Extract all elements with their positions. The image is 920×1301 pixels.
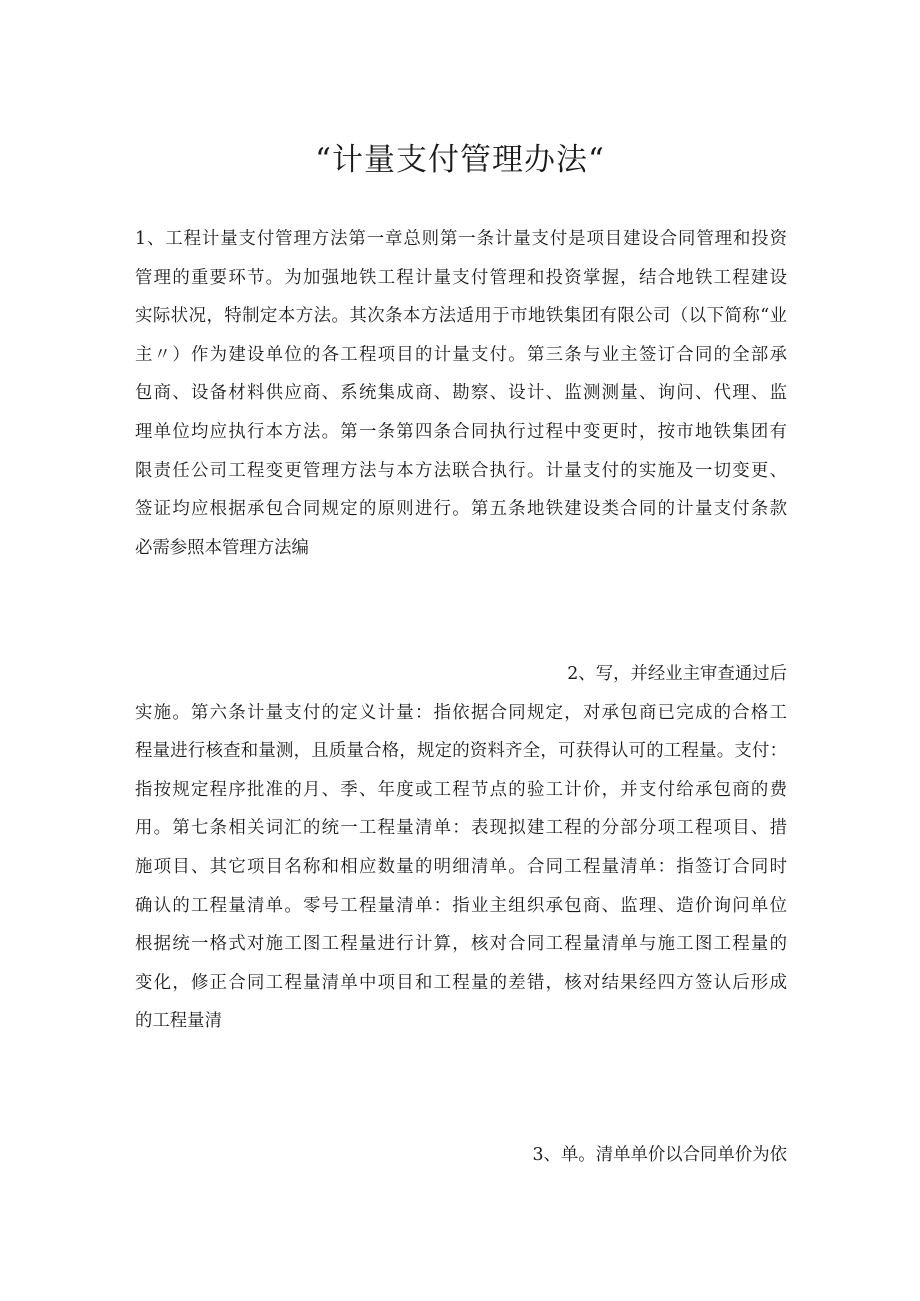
document-title: “计量支付管理办法“ bbox=[315, 142, 605, 178]
paragraph-line: 的工程量清 bbox=[135, 1011, 222, 1032]
section-3-paragraph bbox=[135, 1136, 787, 1175]
paragraph-line: 用。第七条相关词汇的统一工程量清单：表现拟建工程的分部分项工程项目、措 bbox=[135, 818, 787, 839]
paragraph-line: 变化，修正合同工程量清单中项目和工程量的差错，核对结果经四方签认后形成 bbox=[135, 972, 787, 993]
paragraph-line: 限责任公司工程变更管理方法与本方法联合执行。计量支付的实施及一切变更、 bbox=[135, 460, 787, 481]
section-1-paragraph bbox=[135, 220, 787, 567]
paragraph-line: 根据统一格式对施工图工程量进行计算，核对合同工程量清单与施工图工程量的 bbox=[135, 934, 787, 955]
paragraph-line: 管理的重要环节。为加强地铁工程计量支付管理和投资掌握，结合地铁工程建设 bbox=[135, 267, 787, 288]
paragraph-line: 程量进行核查和量测，且质量合格，规定的资料齐全，可获得认可的工程量。支付： bbox=[135, 741, 787, 762]
paragraph-line: 确认的工程量清单。零号工程量清单：指业主组织承包商、监理、造价询问单位 bbox=[135, 895, 787, 916]
paragraph-line: 必需参照本管理方法编 bbox=[135, 537, 309, 558]
section-2-lead: 2、写，并经业主审查通过后 bbox=[567, 664, 787, 684]
section-3-lead: 3、单。清单单价以合同单价为依 bbox=[532, 1145, 787, 1165]
paragraph-line: 理单位均应执行本方法。第一条第四条合同执行过程中变更时，按市地铁集团有 bbox=[135, 421, 787, 442]
section-2-paragraph bbox=[135, 655, 787, 1041]
paragraph-line: 指按规定程序批准的月、季、年度或工程节点的验工计价，并支付给承包商的费 bbox=[135, 779, 787, 800]
paragraph-line: 施项目、其它项目名称和相应数量的明细清单。合同工程量清单：指签订合同时 bbox=[135, 856, 787, 877]
paragraph-line: 签证均应根据承包合同规定的原则进行。第五条地铁建设类合同的计量支付条款 bbox=[135, 499, 787, 520]
paragraph-line: 主〃）作为建设单位的各工程项目的计量支付。第三条与业主签订合同的全部承 bbox=[135, 344, 787, 365]
paragraph-line: 包商、设备材料供应商、系统集成商、勘察、设计、监测测量、询问、代理、监 bbox=[135, 383, 787, 404]
paragraph-line: 1、工程计量支付管理方法第一章总则第一条计量支付是项目建设合同管理和投资 bbox=[135, 229, 787, 249]
paragraph-line: 实际状况，特制定本方法。其次条本方法适用于市地铁集团有限公司（以下简称“业 bbox=[135, 306, 787, 327]
paragraph-line: 实施。第六条计量支付的定义计量：指依据合同规定，对承包商已完成的合格工 bbox=[135, 702, 787, 723]
